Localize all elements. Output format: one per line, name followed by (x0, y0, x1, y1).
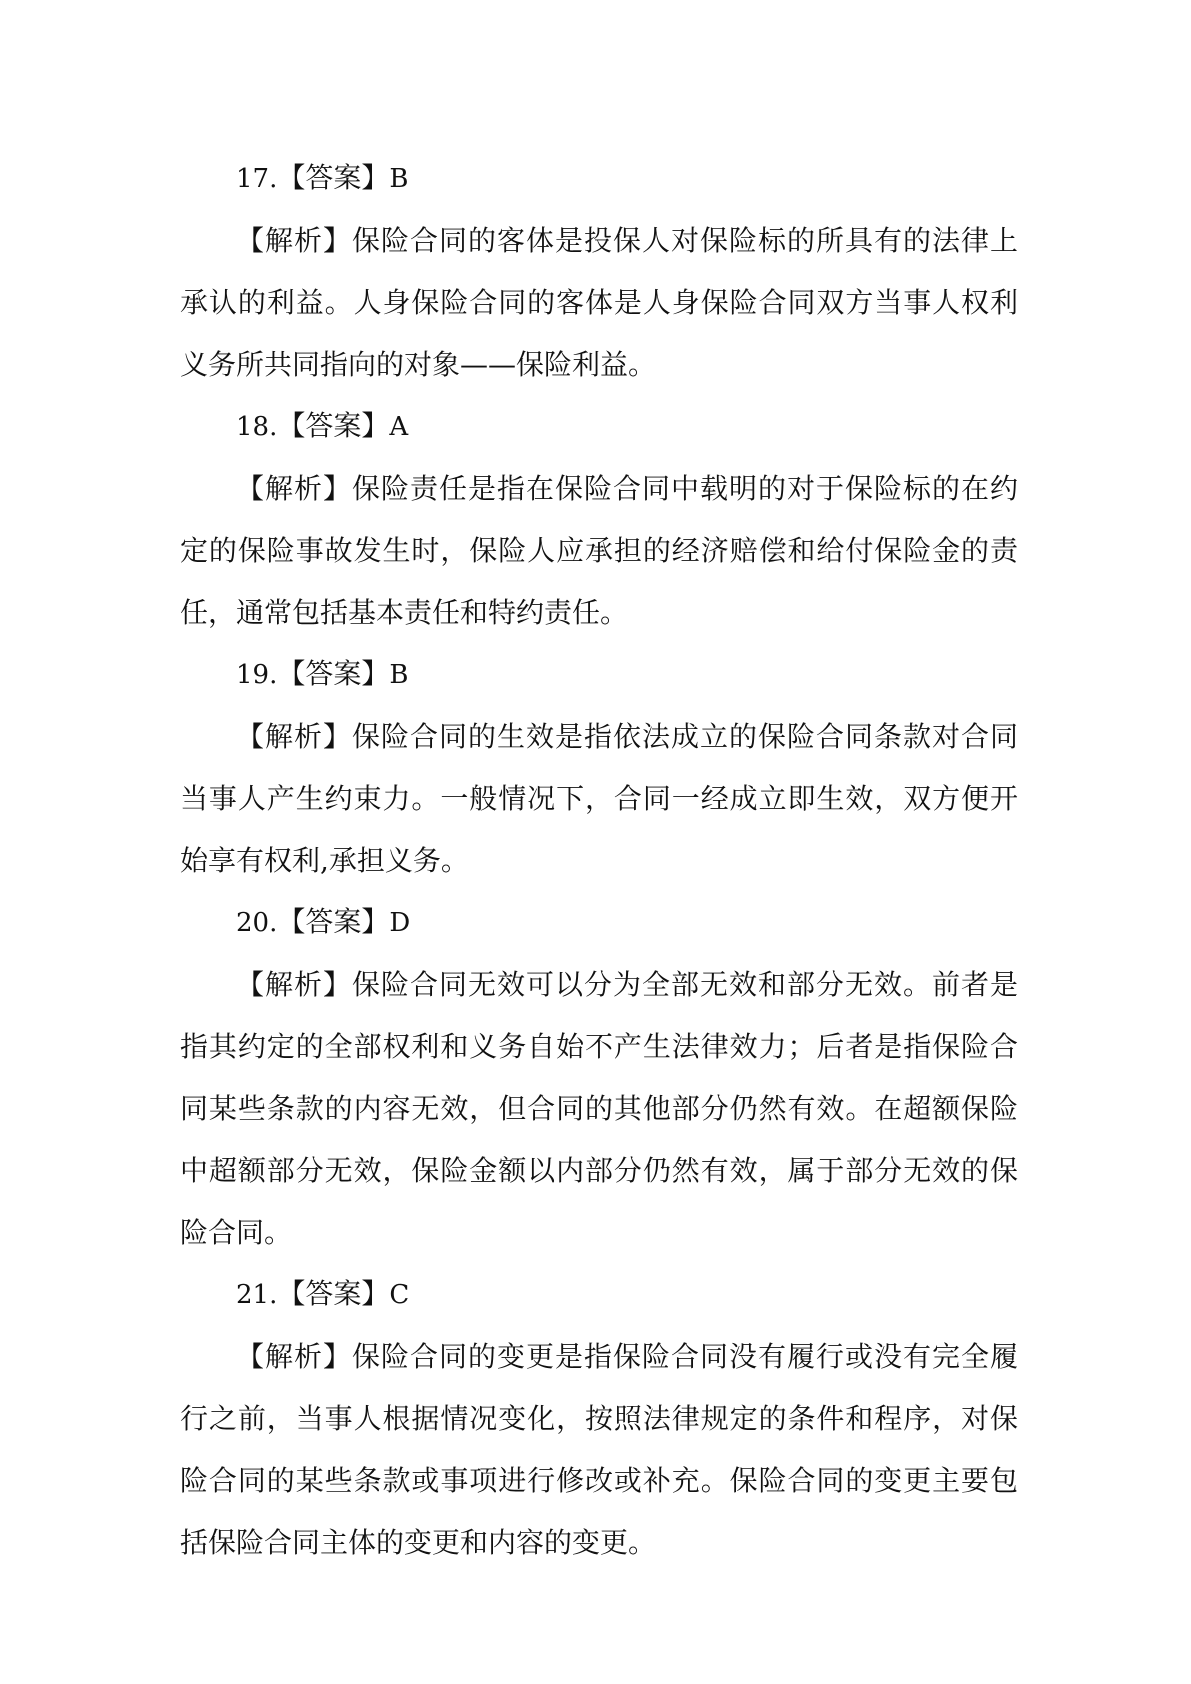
document-page (180, 148, 1018, 1574)
explanation-paragraph (180, 954, 1018, 1264)
explanation-text: 保险合同的客体是投保人对保险标的所具有的法律上承认的利益。人身保险合同的客体是人身保险合同双方当事人权利义务所共同指向的对象——保险利益。 (180, 224, 1018, 381)
question-number: 19. (236, 660, 278, 690)
answer-letter: D (389, 908, 411, 938)
answer-letter: B (389, 164, 409, 194)
question-number: 18. (236, 412, 278, 442)
answer-block-19 (180, 644, 1018, 892)
explanation-tag: 【解析】 (236, 224, 352, 257)
answer-line (180, 892, 1018, 954)
answer-block-21 (180, 1264, 1018, 1574)
answer-line (180, 644, 1018, 706)
answer-letter: A (389, 412, 409, 442)
explanation-paragraph (180, 458, 1018, 644)
answer-line (180, 148, 1018, 210)
explanation-text: 保险合同无效可以分为全部无效和部分无效。前者是指其约定的全部权利和义务自始不产生法律效力；后者是指保险合同某些条款的内容无效，但合同的其他部分仍然有效。在超额保险中超额部分无效，保险金额以内部分仍然有效，属于部分无效的保险合同。 (180, 968, 1018, 1249)
answer-tag: 【答案】 (277, 409, 390, 442)
answer-block-18 (180, 396, 1018, 644)
explanation-text: 保险合同的生效是指依法成立的保险合同条款对合同当事人产生约束力。一般情况下，合同一经成立即生效，双方便开始享有权利,承担义务。 (180, 720, 1018, 877)
explanation-text: 保险合同的变更是指保险合同没有履行或没有完全履行之前，当事人根据情况变化，按照法律规定的条件和程序，对保险合同的某些条款或事项进行修改或补充。保险合同的变更主要包括保险合同主体的变更和内容的变更。 (180, 1340, 1018, 1559)
answer-block-17 (180, 148, 1018, 396)
question-number: 17. (236, 164, 278, 194)
question-number: 21. (236, 1280, 278, 1310)
explanation-paragraph (180, 210, 1018, 396)
answer-tag: 【答案】 (277, 161, 390, 194)
answer-letter: C (389, 1280, 410, 1310)
answer-tag: 【答案】 (277, 905, 390, 938)
answer-tag: 【答案】 (277, 657, 390, 690)
explanation-tag: 【解析】 (236, 1340, 352, 1373)
explanation-paragraph (180, 706, 1018, 892)
answer-block-20 (180, 892, 1018, 1264)
answer-line (180, 396, 1018, 458)
answer-line (180, 1264, 1018, 1326)
answer-tag: 【答案】 (277, 1277, 390, 1310)
explanation-tag: 【解析】 (236, 720, 352, 753)
answer-letter: B (389, 660, 409, 690)
explanation-tag: 【解析】 (236, 472, 352, 505)
explanation-tag: 【解析】 (236, 968, 352, 1001)
explanation-text: 保险责任是指在保险合同中载明的对于保险标的在约定的保险事故发生时，保险人应承担的经济赔偿和给付保险金的责任，通常包括基本责任和特约责任。 (180, 472, 1018, 629)
question-number: 20. (236, 908, 278, 938)
explanation-paragraph (180, 1326, 1018, 1574)
